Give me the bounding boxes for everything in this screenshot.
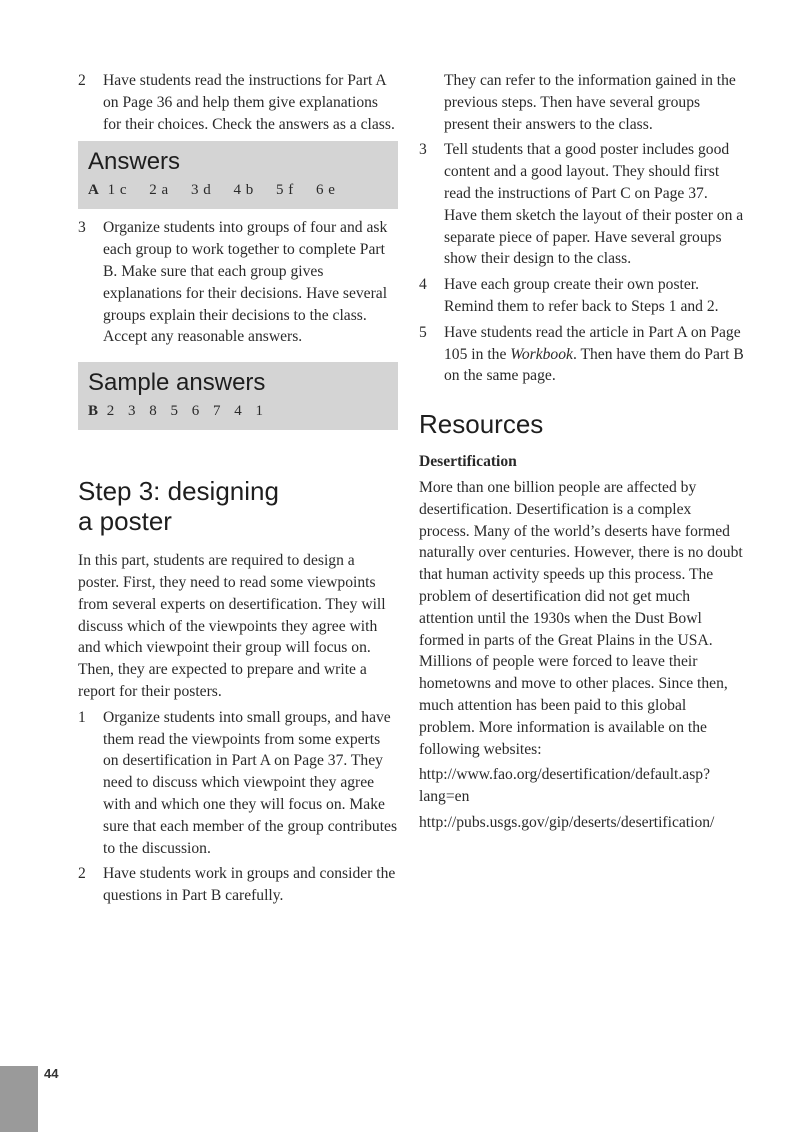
website-link[interactable]: http://www.fao.org/desertification/default.asp?lang=en xyxy=(419,766,710,806)
sample-item: 5 xyxy=(170,403,179,420)
list-item xyxy=(78,70,398,135)
step-title-line1: Step 3: designing xyxy=(78,476,279,507)
website-link[interactable]: http://pubs.usgs.gov/gip/deserts/desertification/ xyxy=(419,813,715,831)
sample-item: 6 xyxy=(191,403,200,420)
right-column xyxy=(419,70,744,834)
item-text: Organize students into small groups, and have them read the viewpoints from some experts on desertification in Part A on Page 37. They need to discuss which viewpoint they agree with and which one they will focus on. Make sure that each member of the group contributes to the discussion. xyxy=(103,708,398,857)
sample-part-label: B xyxy=(88,403,99,420)
answer-item: 3 d xyxy=(190,182,212,199)
step-heading xyxy=(78,476,398,536)
item-number: 3 xyxy=(78,219,86,237)
list-item xyxy=(78,217,398,348)
item-text: They can refer to the information gained in the previous steps. Then have several groups present their answers to the class. xyxy=(444,72,736,133)
answer-item: 4 b xyxy=(233,182,254,199)
list-item xyxy=(419,139,744,270)
resources-title: Resources xyxy=(419,409,544,440)
list-item-continued xyxy=(419,70,744,135)
page-tab xyxy=(0,1066,38,1132)
sample-item: 8 xyxy=(149,403,158,420)
item-text: Have each group create their own poster. Remind them to refer back to Steps 1 and 2. xyxy=(444,276,719,315)
answers-line xyxy=(88,179,388,201)
item-text-part: Have students read the article in Part A on Page 105 in the xyxy=(444,323,741,363)
answer-item: 1 c xyxy=(107,182,128,199)
sample-answers-title: Sample answers xyxy=(88,369,266,397)
list-item xyxy=(419,274,744,318)
item-number: 1 xyxy=(78,708,86,726)
list-item xyxy=(78,863,398,907)
item-text: Have students work in groups and consider the questions in Part B carefully. xyxy=(103,865,396,905)
step-intro: In this part, students are required to design a poster. First, they need to read some viewpoints from several experts on desertification. They will discuss which of the viewpoints they agree with and which viewpoint their group will focus on. Then, they are expected to prepare and write a report for their posters. xyxy=(78,552,386,700)
item-number: 2 xyxy=(78,72,86,89)
item-number: 5 xyxy=(419,323,427,341)
sample-item: 3 xyxy=(128,403,137,420)
sample-item: 1 xyxy=(255,403,264,420)
workbook-title: Workbook xyxy=(510,345,573,363)
answers-title: Answers xyxy=(88,148,181,176)
page-number: 44 xyxy=(44,1066,59,1081)
answers-box xyxy=(78,141,398,209)
answer-item: 2 a xyxy=(149,182,169,199)
sample-item: 4 xyxy=(234,403,243,420)
step-title-line2: a poster xyxy=(78,506,172,537)
sample-item: 7 xyxy=(213,403,222,420)
item-text: Organize students into groups of four and ask each group to work together to complete Part B. Make sure that each group gives explanations for their decisions. Have several groups explain their decisions to the class. Accept any reasonable answers. xyxy=(103,219,388,346)
item-number: 4 xyxy=(419,276,427,294)
resources-body: More than one billion people are affected by desertification. Desertification is a complex process. Many of the world’s deserts have formed naturally over centuries. However, there is no doubt that human activity speeds up this process. The problem of desertification did not get much attention until the 1930s when the Dust Bowl formed in parts of the Great Plains in the USA. Millions of people were forced to leave their hometowns and move to other places. Since then, much attention has been paid to this global problem. More information is available on the following websites: xyxy=(419,478,743,758)
list-item xyxy=(78,707,398,860)
subheading: Desertification xyxy=(419,453,517,471)
list-item xyxy=(419,322,744,387)
sample-answers-box xyxy=(78,362,398,430)
item-text: Have students read the instructions for Part A on Page 36 and help them give explanations for their choices. Check the answers as a class. xyxy=(103,72,395,133)
sample-answers-line xyxy=(88,400,388,422)
item-text-part: . Then have them do Part B on the same page. xyxy=(444,345,744,385)
answers-part-label: A xyxy=(88,182,100,199)
answer-item: 5 f xyxy=(275,182,294,199)
sample-item: 2 xyxy=(106,403,115,420)
item-text: Tell students that a good poster includes good content and a good layout. They should first read the instructions of Part C on Page 37. Have them sketch the layout of their poster on a separate piece of paper. Have several groups show their design to the class. xyxy=(444,141,744,268)
item-text xyxy=(444,322,744,387)
item-number: 3 xyxy=(419,141,427,159)
left-column xyxy=(78,70,398,907)
item-number: 2 xyxy=(78,865,86,883)
answer-item: 6 e xyxy=(315,182,336,199)
